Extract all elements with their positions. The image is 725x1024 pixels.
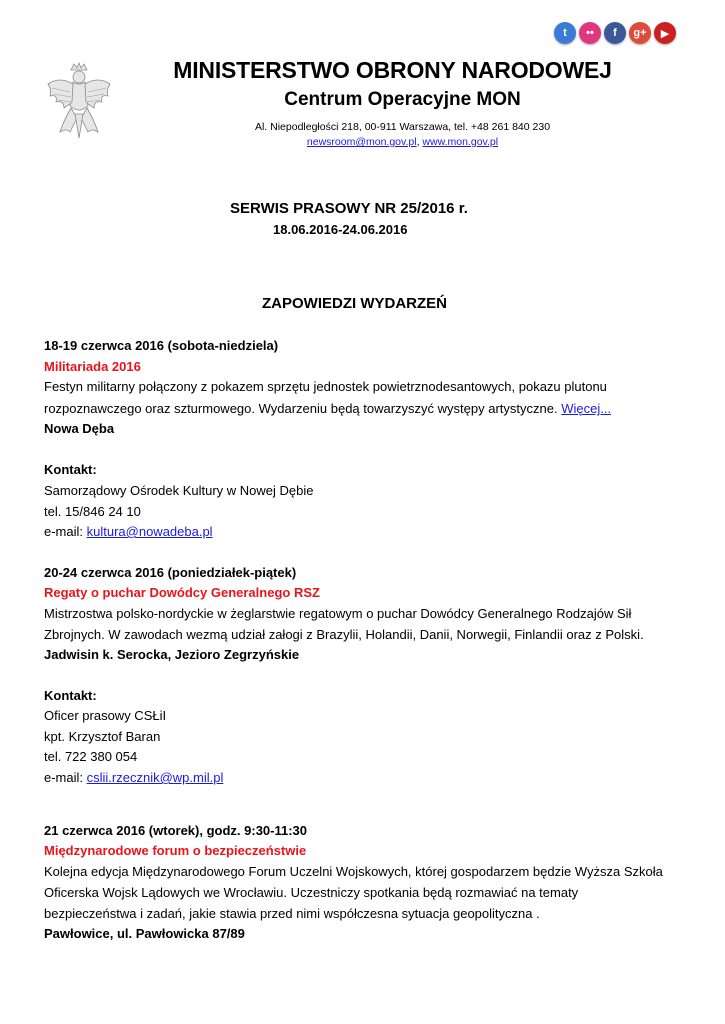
event-description-text: rozpoznawczego oraz szturmowego. Wydarzeniu będą towarzyszyć występy artystyczne. — [44, 401, 562, 416]
youtube-icon[interactable]: ▶ — [654, 22, 676, 44]
event-date: 20-24 czerwca 2016 (poniedziałek-piątek) — [44, 565, 297, 580]
contact-label: Kontakt: — [44, 688, 97, 703]
google-plus-icon[interactable]: g+ — [629, 22, 651, 44]
twitter-icon[interactable]: t — [554, 22, 576, 44]
press-service-dates: 18.06.2016-24.06.2016 — [273, 222, 408, 237]
event-place: Nowa Dęba — [44, 421, 115, 436]
press-service-title: SERWIS PRASOWY NR 25/2016 r. — [230, 200, 468, 217]
email-link[interactable]: cslii.rzecznik@wp.mil.pl — [86, 770, 224, 785]
contact-email — [44, 770, 223, 785]
event-name: Regaty o puchar Dowódcy Generalnego RSZ — [44, 585, 320, 600]
email-label: e-mail: — [44, 770, 87, 785]
newsroom-email-link[interactable]: newsroom@mon.gov.pl — [306, 136, 417, 148]
facebook-icon[interactable]: f — [604, 22, 626, 44]
contact-line: tel. 722 380 054 — [44, 749, 138, 764]
contact-links — [0, 136, 725, 148]
contact-email — [44, 524, 213, 539]
email-label: e-mail: — [44, 524, 87, 539]
event-name: Militariada 2016 — [44, 359, 141, 374]
event-place: Pawłowice, ul. Pawłowicka 87/89 — [44, 926, 245, 941]
ministry-address: Al. Niepodległości 218, 00-911 Warszawa, tel. +48 261 840 230 — [254, 121, 551, 133]
flickr-icon[interactable]: •• — [579, 22, 601, 44]
contact-line: tel. 15/846 24 10 — [44, 504, 141, 519]
section-title: ZAPOWIEDZI WYDARZEŃ — [262, 295, 447, 312]
event-description: Mistrzostwa polsko-nordyckie w żeglarstwie regatowym o puchar Dowódcy Generalnego Rodzajów Sił — [44, 606, 632, 621]
event-name: Międzynarodowe forum o bezpieczeństwie — [44, 843, 307, 858]
contact-line: kpt. Krzysztof Baran — [44, 729, 161, 744]
contact-line: Samorządowy Ośrodek Kultury w Nowej Dębie — [44, 483, 314, 498]
contact-label: Kontakt: — [44, 462, 97, 477]
link-separator: , — [416, 136, 423, 148]
event-description: Festyn militarny połączony z pokazem sprzętu jednostek powietrznodesantowych, pokazu plutonu — [44, 379, 607, 394]
event-description: bezpieczeństwa i zadań, jakie stawia przed nimi współczesna sytuacja geopolityczna . — [44, 906, 540, 921]
contact-line: Oficer prasowy CSŁiI — [44, 708, 167, 723]
more-link[interactable]: Więcej... — [561, 401, 612, 416]
ministry-subtitle: Centrum Operacyjne MON — [284, 89, 521, 110]
event-description: Kolejna edycja Międzynarodowego Forum Uczelni Wojskowych, której gospodarzem będzie Wyższa Szkoła — [44, 864, 663, 879]
event-description: Oficerska Wojsk Lądowych we Wrocławiu. Uczestniczy spotkania będą rozmawiać na tematy — [44, 885, 579, 900]
email-link[interactable]: kultura@nowadeba.pl — [86, 524, 213, 539]
event-date: 18-19 czerwca 2016 (sobota-niedziela) — [44, 338, 279, 353]
ministry-title: MINISTERSTWO OBRONY NARODOWEJ — [173, 57, 612, 83]
event-date: 21 czerwca 2016 (wtorek), godz. 9:30-11:30 — [44, 823, 308, 838]
event-description — [44, 401, 611, 416]
social-icons — [554, 22, 676, 44]
event-description: Zbrojnych. W zawodach wezmą udział załogi z Brazylii, Holandii, Danii, Norwegii, Finlandii oraz z Polski. — [44, 627, 644, 642]
website-link[interactable]: www.mon.gov.pl — [422, 136, 499, 148]
event-place: Jadwisin k. Serocka, Jezioro Zegrzyńskie — [44, 647, 300, 662]
